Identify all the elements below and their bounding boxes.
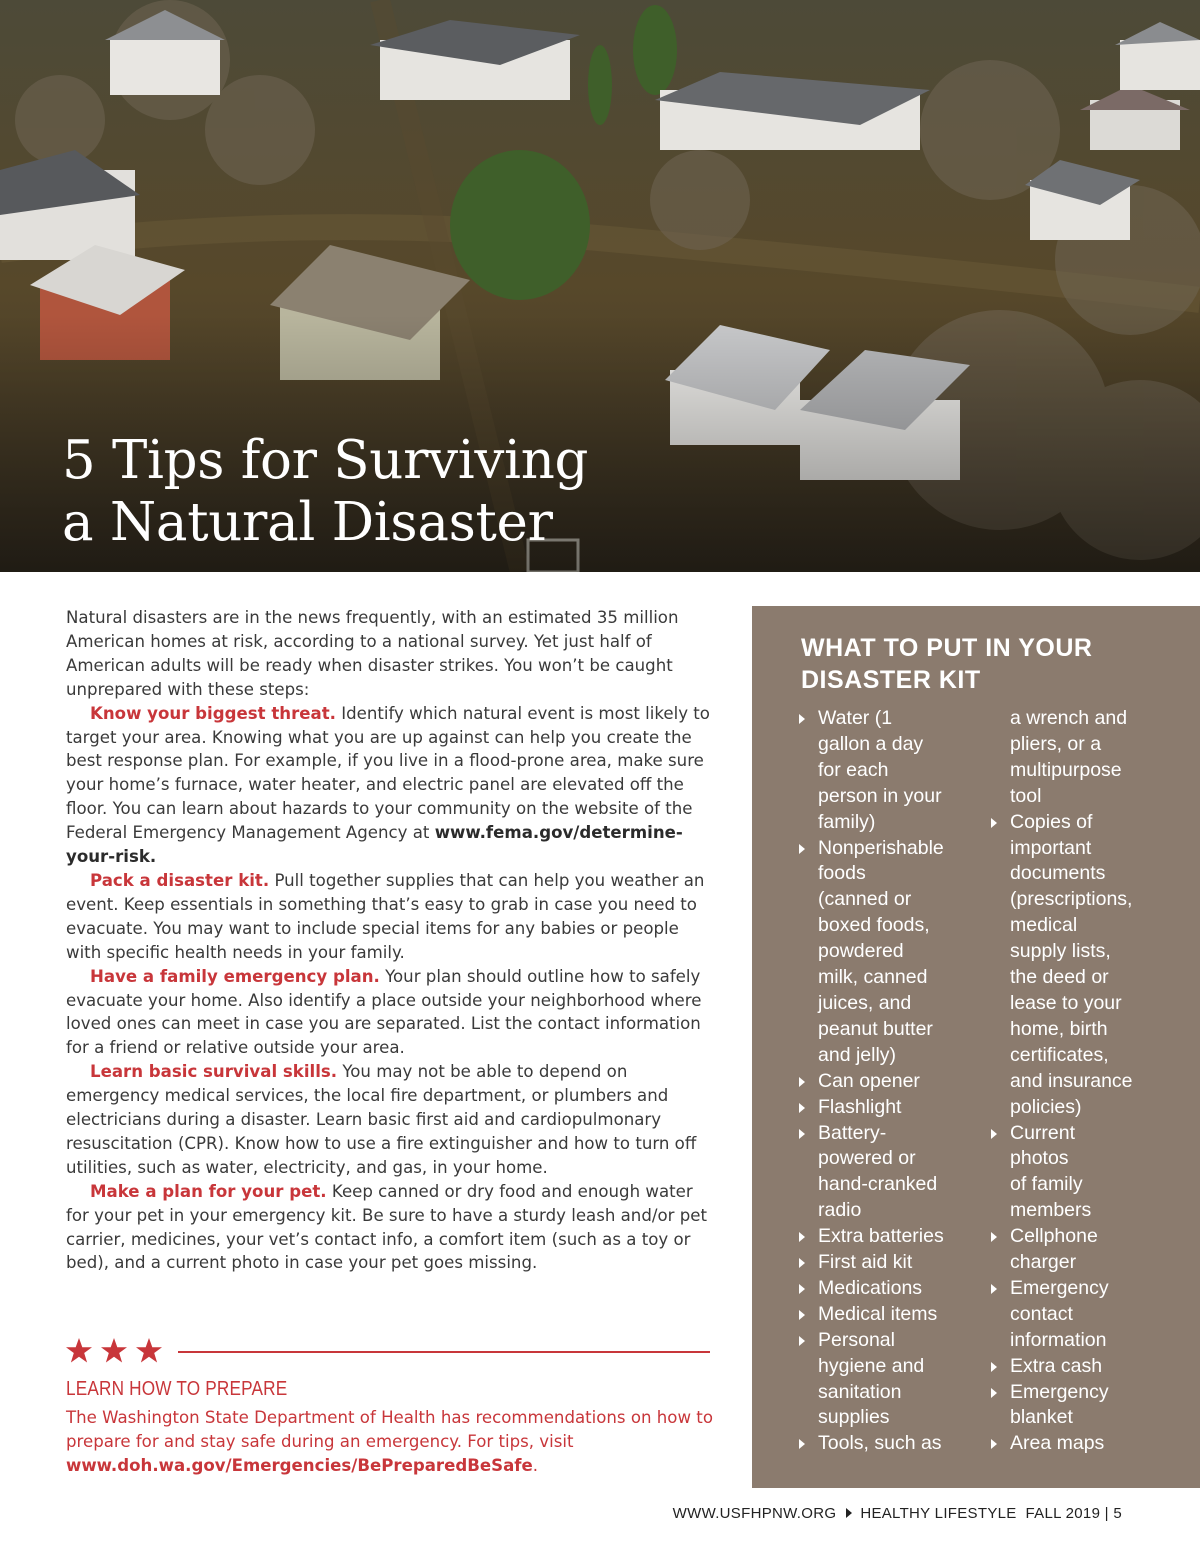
kit-item-line: Copies of (1010, 810, 1093, 833)
footer-site[interactable]: WWW.USFHPNW.ORG (672, 1505, 837, 1522)
kit-item-line: multipurpose (1010, 758, 1122, 781)
kit-item-line: Current (1010, 1121, 1076, 1144)
tip-paragraph (66, 702, 716, 869)
kit-list-column-1 (799, 706, 959, 1457)
triangle-bullet-icon (991, 1129, 997, 1139)
kit-list-item (991, 1224, 1161, 1276)
page-title (62, 430, 702, 554)
tip-text: Your plan should outline how to safely evacuate your home. Also identify a place outside your neighborhood where loved ones can meet in case you are separated. List the contact information for a friend or relative outside your area. (66, 966, 702, 1058)
kit-item-line: a wrench and (1010, 707, 1128, 729)
article-body (66, 606, 716, 1275)
kit-item-line: radio (818, 1199, 862, 1222)
triangle-bullet-icon (991, 818, 997, 828)
triangle-bullet-icon (799, 1439, 805, 1449)
kit-item-line: (canned or (818, 888, 912, 911)
kit-item-line: policies) (1010, 1095, 1082, 1118)
tip-paragraph (66, 965, 716, 1061)
kit-item-line: certificates, (1010, 1043, 1109, 1066)
kit-item-line: lease to your (1010, 991, 1122, 1014)
triangle-bullet-icon (799, 844, 805, 854)
intro-paragraph: Natural disasters are in the news frequently, with an estimated 35 million American homes at risk, according to a national survey. Yet just half of American adults will be ready when disaster strikes. You won’t be caught unprepared with these steps: (66, 608, 679, 699)
kit-item-line: peanut butter (818, 1017, 933, 1040)
kit-list-item (799, 1069, 959, 1095)
fema-link[interactable]: www.fema.gov/determine-your-risk. (66, 823, 683, 867)
kit-item-line: Battery- (818, 1121, 887, 1144)
star-icon (101, 1338, 127, 1363)
kit-item-line: charger (1010, 1251, 1077, 1274)
triangle-bullet-icon (799, 1077, 805, 1087)
hero-image (0, 0, 1200, 572)
triangle-bullet-icon (991, 1284, 997, 1294)
kit-item-line: members (1010, 1199, 1092, 1222)
kit-item-line: the deed or (1010, 966, 1109, 989)
star-icon (136, 1338, 162, 1363)
kit-item-line: home, birth (1010, 1017, 1108, 1040)
kit-item-line: boxed foods, (818, 914, 930, 937)
kit-item-line: and insurance (1010, 1069, 1133, 1092)
kit-item-line: powdered (818, 940, 904, 963)
doh-link[interactable]: www.doh.wa.gov/Emergencies/BePreparedBeSafe (66, 1455, 533, 1475)
triangle-bullet-icon (991, 1362, 997, 1372)
kit-item-line: Water (1 (818, 707, 893, 729)
tip-lead: Pack a disaster kit. (90, 870, 270, 890)
kit-item-line: Tools, such as (818, 1432, 942, 1455)
footer-issue: HEALTHY LIFESTYLE FALL 2019 | 5 (860, 1505, 1122, 1522)
kit-item-line: Emergency (1010, 1276, 1109, 1299)
kit-list-item (799, 1302, 959, 1328)
kit-list-item (991, 1431, 1161, 1457)
tip-text: Identify which natural event is most likely to target your area. Knowing what you are up against can help you create the best response plan. For example, if you live in a flood-prone area, make sure your home’s furnace, water heater, and electric panel are elevated off the floor. You can learn about hazards to your community on the website of the Federal Emergency Management Agency at (66, 703, 710, 843)
kit-list-item (799, 836, 959, 1069)
tip-lead: Learn basic survival skills. (90, 1062, 338, 1082)
kit-list-column-2 (991, 706, 1161, 1457)
kit-list-item (991, 1380, 1161, 1432)
kit-list-item (991, 810, 1161, 1121)
title-line-1: 5 Tips for Surviving (62, 430, 589, 491)
triangle-bullet-icon (799, 714, 805, 724)
triangle-bullet-icon (799, 1336, 805, 1346)
section-divider (66, 1332, 712, 1372)
triangle-bullet-icon (799, 1284, 805, 1294)
kit-item-line: medical (1010, 914, 1078, 937)
tip-lead: Have a family emergency plan. (90, 966, 380, 986)
tip-text: You may not be able to depend on emergency medical services, the local fire department, or plumbers and electricians during a disaster. Learn basic first aid and cardiopulmonary resuscitation (CPR). Know how to use a fire extinguisher and how to turn off utilities, such as water, electricity, and gas, in your home. (66, 1062, 697, 1177)
kit-item-line: and jelly) (818, 1043, 897, 1066)
triangle-bullet-icon (991, 1388, 997, 1398)
kit-list-item (799, 1276, 959, 1302)
kit-list-item (799, 1224, 959, 1250)
kit-item-line: Emergency (1010, 1380, 1109, 1403)
triangle-bullet-icon (799, 1103, 805, 1113)
prepare-heading: LEARN HOW TO PREPARE (66, 1378, 288, 1400)
tip-lead: Make a plan for your pet. (90, 1181, 327, 1201)
kit-list-item (991, 706, 1161, 810)
tip-text: Keep canned or dry food and enough water for your pet in your emergency kit. Be sure to have a sturdy leash and/or pet carrier, medicines, your vet’s contact info, a comfort item (such as a toy or bed), and a current photo in case your pet goes missing. (66, 1181, 707, 1273)
kit-item-line: Flashlight (818, 1095, 902, 1118)
kit-list-item (799, 1328, 959, 1432)
kit-item-line: (prescriptions, (1010, 888, 1133, 911)
kit-item-line: gallon a day (818, 732, 924, 755)
kit-item-line: juices, and (818, 991, 912, 1014)
kit-list-item (799, 1095, 959, 1121)
kit-item-line: Extra cash (1010, 1354, 1103, 1377)
kit-list-item (799, 1121, 959, 1225)
kit-item-line: supply lists, (1010, 940, 1111, 963)
triangle-bullet-icon (799, 1232, 805, 1242)
triangle-bullet-icon (991, 1232, 997, 1242)
kit-item-line: hygiene and (818, 1354, 925, 1377)
kit-item-line: important (1010, 836, 1092, 859)
kit-item-line: Cellphone (1010, 1225, 1098, 1248)
triangle-bullet-icon (799, 1310, 805, 1320)
kit-item-line: information (1010, 1328, 1107, 1351)
kit-item-line: Personal (818, 1328, 895, 1351)
kit-list-item (799, 706, 959, 836)
kit-item-line: Medications (818, 1276, 923, 1299)
kit-list-item (991, 1276, 1161, 1354)
kit-item-line: photos (1010, 1147, 1069, 1170)
prepare-trailing: . (532, 1455, 539, 1475)
kit-item-line: documents (1010, 862, 1106, 885)
kit-item-line: foods (818, 862, 866, 885)
kit-item-line: blanket (1010, 1406, 1073, 1429)
triangle-bullet-icon (991, 1439, 997, 1449)
kit-list-item (991, 1121, 1161, 1225)
kit-item-line: family) (818, 810, 876, 833)
kit-item-line: for each (818, 758, 889, 781)
sidebar-heading: WHAT TO PUT IN YOUR DISASTER KIT (801, 634, 1093, 694)
kit-list-item (799, 1431, 959, 1457)
kit-list-item (799, 1250, 959, 1276)
kit-item-line: milk, canned (818, 966, 928, 989)
divider-rule (178, 1351, 710, 1353)
tip-paragraph (66, 869, 716, 965)
title-line-2: a Natural Disaster (62, 492, 553, 553)
tip-text: Pull together supplies that can help you weather an event. Keep essentials in something that’s easy to grab in case you need to evacuate. You may want to include special items for any babies or people with specific health needs in your family. (66, 870, 705, 962)
triangle-bullet-icon (799, 1129, 805, 1139)
tip-paragraph (66, 1180, 716, 1276)
kit-item-line: Area maps (1010, 1432, 1105, 1455)
kit-item-line: Nonperishable (818, 836, 944, 859)
kit-item-line: sanitation (818, 1380, 902, 1403)
disaster-kit-sidebar (752, 606, 1200, 1488)
stars-decoration (66, 1336, 166, 1368)
kit-item-line: pliers, or a (1010, 732, 1102, 755)
kit-item-line: First aid kit (818, 1251, 913, 1274)
kit-item-line: hand-cranked (818, 1173, 938, 1196)
kit-item-line: Can opener (818, 1069, 920, 1092)
kit-item-line: powered or (818, 1147, 916, 1170)
prepare-text: The Washington State Department of Health has recommendations on how to prepare for and stay safe during an emergency. For tips, visit (66, 1408, 713, 1451)
tip-paragraph (66, 1060, 716, 1180)
star-icon (66, 1338, 92, 1363)
triangle-bullet-icon (846, 1508, 852, 1518)
prepare-paragraph (66, 1406, 716, 1478)
kit-item-line: of family (1010, 1173, 1083, 1196)
kit-item-line: supplies (818, 1406, 890, 1429)
page-footer (673, 1505, 1122, 1522)
kit-item-line: Medical items (818, 1302, 938, 1325)
tip-lead: Know your biggest threat. (90, 703, 336, 723)
kit-item-line: person in your (818, 784, 942, 807)
kit-item-line: Extra batteries (818, 1225, 944, 1248)
triangle-bullet-icon (799, 1258, 805, 1268)
kit-list-item (991, 1354, 1161, 1380)
kit-item-line: contact (1010, 1302, 1073, 1325)
kit-item-line: tool (1010, 784, 1042, 807)
